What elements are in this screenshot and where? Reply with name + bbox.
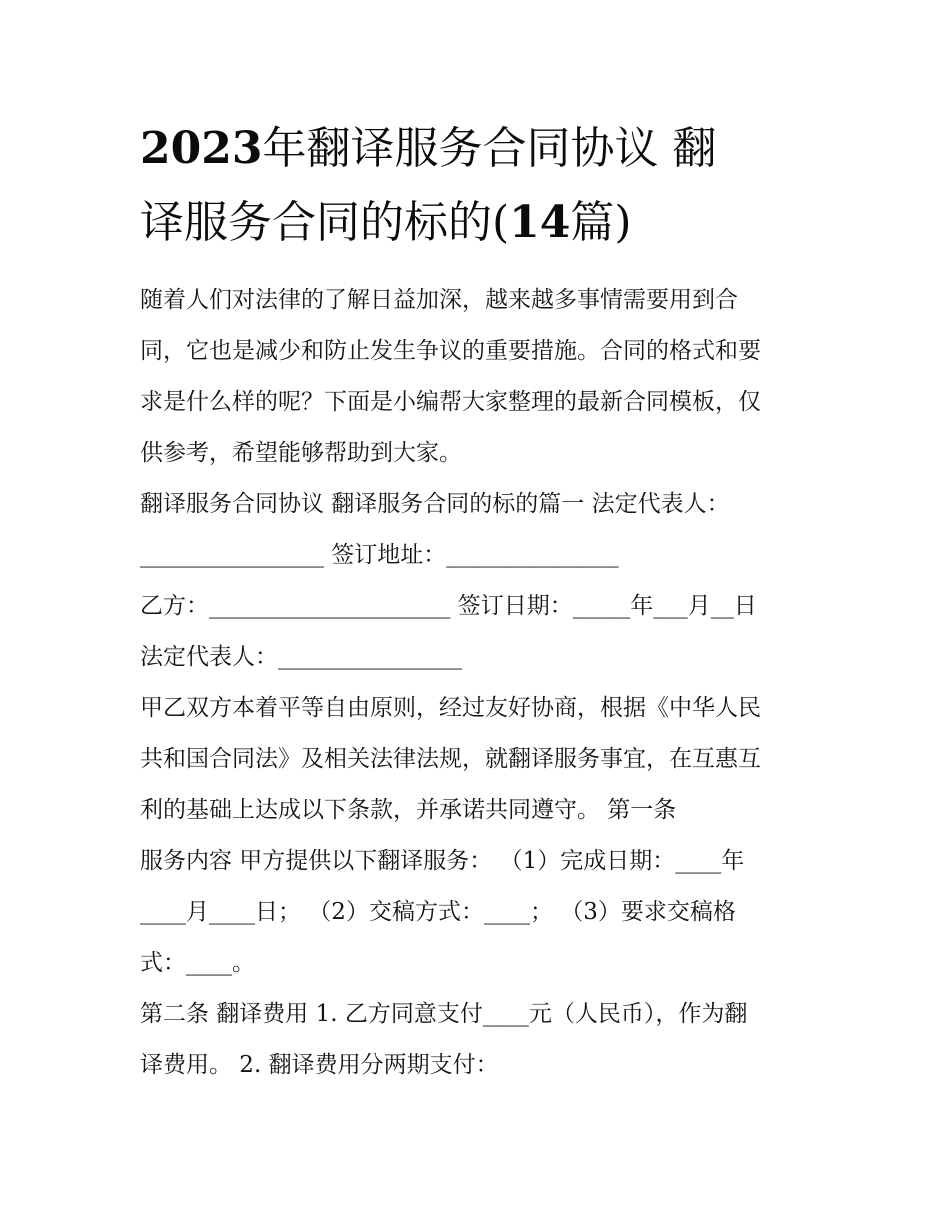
title-line1-text: 年翻译服务合同协议 翻 xyxy=(262,123,717,174)
title-year: 2023 xyxy=(140,123,263,174)
body-line: ____月____日； （2）交稿方式：____； （3）要求交稿格 xyxy=(140,899,736,925)
title-line2-text: 译服务合同的标的( xyxy=(140,197,510,248)
body-line: 第二条 翻译费用 1. 乙方同意支付____元（人民币），作为翻 xyxy=(140,1001,748,1027)
title-line2-end: 篇) xyxy=(570,197,632,248)
body-line: 法定代表人：________________ xyxy=(140,644,462,670)
body-line: 甲乙双方本着平等自由原则，经过友好协商，根据《中华人民 xyxy=(140,695,761,721)
body-line: 求是什么样的呢？下面是小编帮大家整理的最新合同模板，仅 xyxy=(140,389,761,415)
body-line: 随着人们对法律的了解日益加深，越来越多事情需要用到合 xyxy=(140,287,738,313)
body-line: 供参考，希望能够帮助到大家。 xyxy=(140,440,462,466)
body-line: 共和国合同法》及相关法律法规，就翻译服务事宜，在互惠互 xyxy=(140,746,761,772)
body-line: 利的基础上达成以下条款，并承诺共同遵守。 第一条 xyxy=(140,797,677,823)
body-line: 翻译服务合同协议 翻译服务合同的标的篇一 法定代表人： xyxy=(140,491,730,517)
document-body xyxy=(140,275,820,1091)
body-line: 式：____。 xyxy=(140,950,255,976)
body-line: 乙方：_____________________ 签订日期：_____年___月__日 xyxy=(140,593,757,619)
title-count: 14 xyxy=(509,197,571,248)
body-line: 译费用。 2. 翻译费用分两期支付： xyxy=(140,1052,499,1078)
body-line: ________________ 签订地址：_______________ xyxy=(140,542,619,568)
body-line: 同，它也是减少和防止发生争议的重要措施。合同的格式和要 xyxy=(140,338,761,364)
body-line: 服务内容 甲方提供以下翻译服务： （1）完成日期：____年 xyxy=(140,848,745,874)
document-title xyxy=(140,112,820,260)
